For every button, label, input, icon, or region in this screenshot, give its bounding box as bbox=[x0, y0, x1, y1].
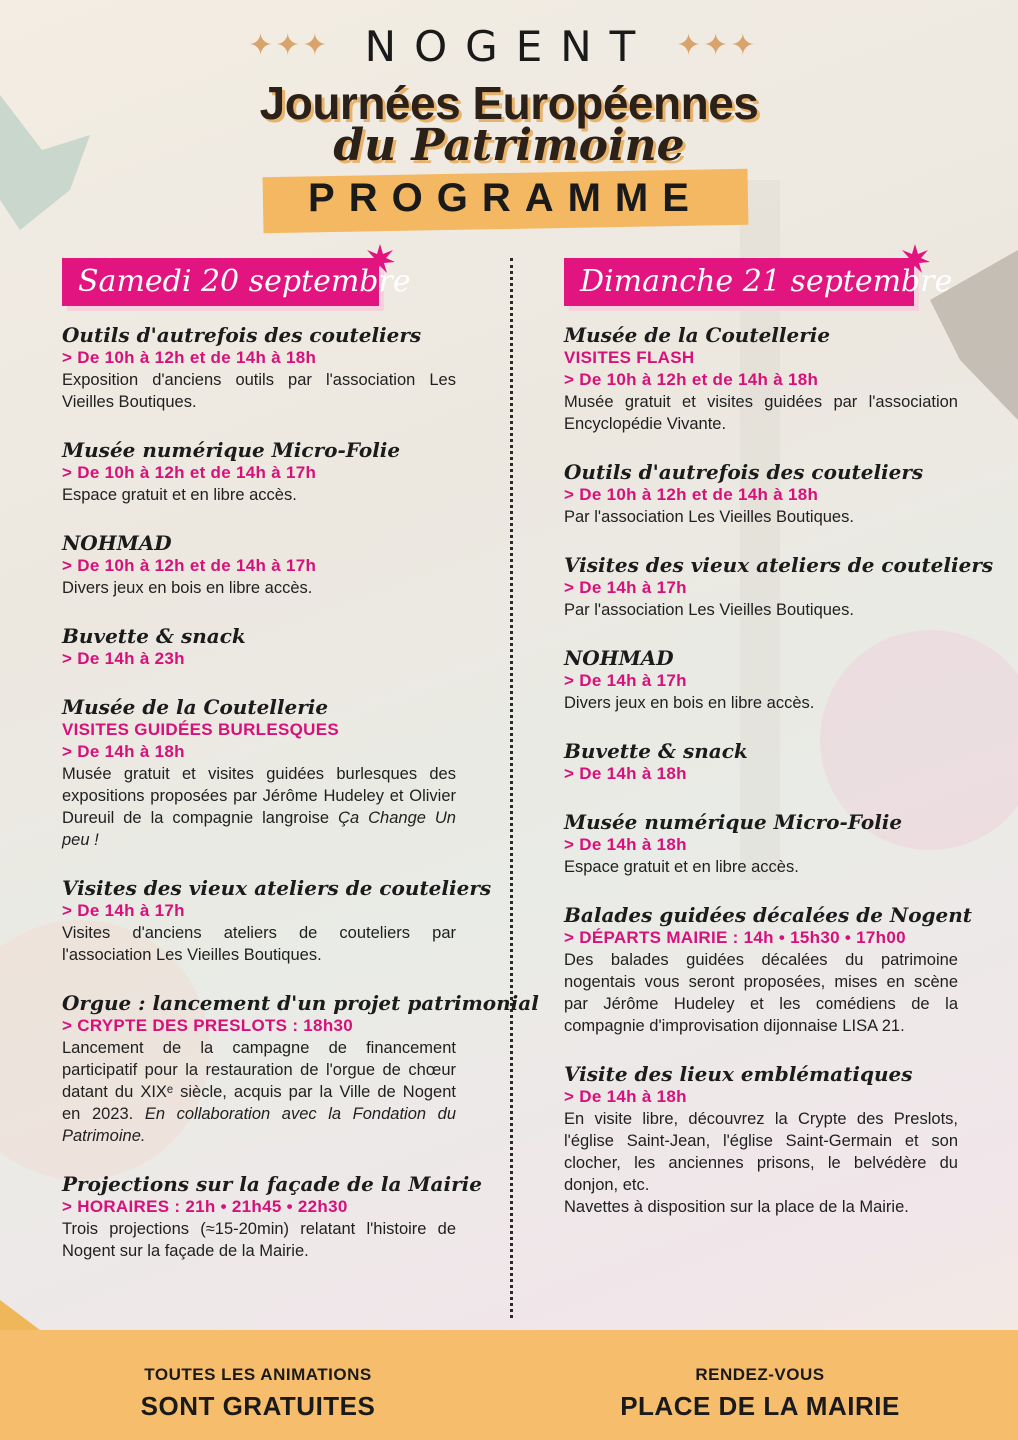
event-item bbox=[564, 553, 994, 621]
event-description: Musée gratuit et visites guidées par l'association Encyclopédie Vivante. bbox=[564, 393, 958, 433]
day-label: Samedi 20 septembre bbox=[78, 264, 411, 299]
event-title-line2: du Patrimoine bbox=[333, 120, 685, 171]
event-item bbox=[564, 1063, 958, 1218]
day-badge-saturday bbox=[62, 258, 411, 306]
event-item bbox=[564, 740, 958, 785]
event-description: Par l'association Les Vieilles Boutiques. bbox=[564, 508, 854, 526]
event-description: Divers jeux en bois en libre accès. bbox=[62, 579, 313, 597]
event-time: > De 14h à 18h bbox=[564, 835, 687, 854]
event-note-italic: Navettes à disposition sur la place de la Mairie. bbox=[564, 1198, 909, 1216]
event-time: > De 14h à 17h bbox=[62, 901, 185, 920]
event-item bbox=[564, 903, 973, 1037]
starburst-icon bbox=[365, 244, 395, 274]
event-title-line1: Journées Européennes bbox=[259, 77, 759, 129]
event-description: Par l'association Les Vieilles Boutiques. bbox=[564, 601, 854, 619]
event-description: Exposition d'anciens outils par l'association Les Vieilles Boutiques. bbox=[62, 371, 456, 411]
footer-right-small: RENDEZ-VOUS bbox=[695, 1365, 825, 1384]
event-title: Visites des vieux ateliers de couteliers bbox=[62, 876, 492, 900]
event-description: Espace gratuit et en libre accès. bbox=[564, 858, 799, 876]
sunday-column bbox=[564, 258, 994, 1244]
event-time: > De 14h à 23h bbox=[62, 649, 185, 668]
event-title: Outils d'autrefois des couteliers bbox=[62, 323, 422, 347]
decorative-stars-left-icon: ✦✦✦ bbox=[248, 28, 330, 63]
event-description: Divers jeux en bois en libre accès. bbox=[564, 694, 815, 712]
programme-heading: PROGRAMME bbox=[308, 176, 703, 220]
event-title: NOHMAD bbox=[62, 531, 172, 555]
event-time: > De 10h à 12h et de 14h à 18h bbox=[564, 485, 819, 504]
event-time: > De 10h à 12h et de 14h à 17h bbox=[62, 463, 317, 482]
event-title: Projections sur la façade de la Mairie bbox=[62, 1172, 482, 1196]
footer-left-big: SONT GRATUITES bbox=[140, 1391, 376, 1421]
event-description: Visites d'anciens ateliers de couteliers par l'association Les Vieilles Boutiques. bbox=[62, 924, 456, 964]
event-title: Musée numérique Micro-Folie bbox=[564, 810, 903, 834]
event-description: En visite libre, découvrez la Crypte des Preslots, l'église Saint-Jean, l'église Saint-Germain et son clocher, les anciennes prisons, le belvédère du donjon, etc. bbox=[564, 1110, 958, 1194]
event-description-text: Lancement de la campagne de financement participatif pour la restauration de l'orgue de chœur datant du XIXᵉ siècle, acquis par la Ville de Nogent en 2023. bbox=[62, 1039, 456, 1123]
event-time: > De 10h à 12h et de 14h à 18h bbox=[564, 370, 819, 389]
event-description-text: Musée gratuit et visites guidées burlesques des expositions proposées par Jérôme Hudeley et Olivier Dureuil de la compagnie langroise bbox=[62, 765, 456, 827]
event-description-italic: Ça Change Un peu ! bbox=[62, 809, 456, 849]
event-description bbox=[62, 1037, 456, 1147]
event-item bbox=[62, 532, 456, 599]
event-item bbox=[564, 461, 958, 528]
event-item bbox=[62, 876, 492, 966]
event-time: > HORAIRES : 21h • 21h45 • 22h30 bbox=[62, 1197, 348, 1216]
starburst-icon bbox=[900, 244, 930, 274]
event-item bbox=[564, 647, 958, 714]
event-title: Outils d'autrefois des couteliers bbox=[564, 460, 924, 484]
event-item bbox=[62, 991, 539, 1147]
event-description: Des balades guidées décalées du patrimoine nogentais vous seront proposées, mises en scène par Jérôme Hudeley et les comédiens de la compagnie d'improvisation dijonnaise LISA 21. bbox=[564, 951, 958, 1035]
event-title: Visites des vieux ateliers de couteliers bbox=[564, 553, 994, 577]
day-badge-sunday bbox=[564, 258, 953, 306]
event-time: > CRYPTE DES PRESLOTS : 18h30 bbox=[62, 1016, 354, 1035]
footer-free-notice bbox=[48, 1365, 468, 1422]
footer-left-small: TOUTES LES ANIMATIONS bbox=[144, 1365, 372, 1384]
event-time: > DÉPARTS MAIRIE : 14h • 15h30 • 17h00 bbox=[564, 928, 906, 947]
town-name: NOGENT bbox=[364, 22, 654, 71]
footer-right-big: PLACE DE LA MAIRIE bbox=[620, 1391, 900, 1421]
event-time: > De 14h à 17h bbox=[564, 671, 687, 690]
event-description-italic: En collaboration avec la Fondation du Patrimoine. bbox=[62, 1105, 456, 1145]
event-time: > De 10h à 12h et de 14h à 17h bbox=[62, 556, 317, 575]
column-divider bbox=[510, 258, 513, 1318]
event-item bbox=[62, 439, 456, 506]
event-time: > De 14h à 18h bbox=[564, 764, 687, 783]
event-time: > De 14h à 17h bbox=[564, 578, 687, 597]
footer-meeting-point bbox=[550, 1365, 970, 1422]
header bbox=[0, 0, 1018, 240]
event-time: > De 14h à 18h bbox=[564, 1087, 687, 1106]
event-title: Musée de la Coutellerie bbox=[62, 695, 329, 719]
event-time: > De 10h à 12h et de 14h à 18h bbox=[62, 348, 317, 367]
event-title: Buvette & snack bbox=[564, 739, 748, 763]
event-subtitle: VISITES FLASH bbox=[564, 348, 695, 367]
event-description bbox=[62, 763, 456, 851]
event-description: Trois projections (≈15-20min) relatant l'histoire de Nogent sur la façade de la Mairie. bbox=[62, 1220, 456, 1260]
event-item bbox=[62, 696, 456, 851]
event-subtitle: VISITES GUIDÉES BURLESQUES bbox=[62, 720, 340, 739]
event-title: Musée de la Coutellerie bbox=[564, 323, 831, 347]
event-title: Visite des lieux emblématiques bbox=[564, 1062, 913, 1086]
decorative-stars-right-icon: ✦✦✦ bbox=[676, 28, 758, 63]
day-label: Dimanche 21 septembre bbox=[580, 264, 953, 299]
event-description: Espace gratuit et en libre accès. bbox=[62, 486, 297, 504]
event-title: Buvette & snack bbox=[62, 624, 246, 648]
event-item bbox=[564, 324, 958, 435]
event-item bbox=[62, 625, 456, 670]
event-title: Balades guidées décalées de Nogent bbox=[564, 903, 973, 927]
event-item bbox=[564, 811, 958, 878]
event-time: > De 14h à 18h bbox=[62, 742, 185, 761]
event-item bbox=[62, 1172, 482, 1262]
event-title: NOHMAD bbox=[564, 646, 674, 670]
event-title: Musée numérique Micro-Folie bbox=[62, 438, 401, 462]
event-title: Orgue : lancement d'un projet patrimonial bbox=[62, 991, 539, 1015]
saturday-column bbox=[62, 258, 539, 1288]
event-item bbox=[62, 324, 456, 413]
